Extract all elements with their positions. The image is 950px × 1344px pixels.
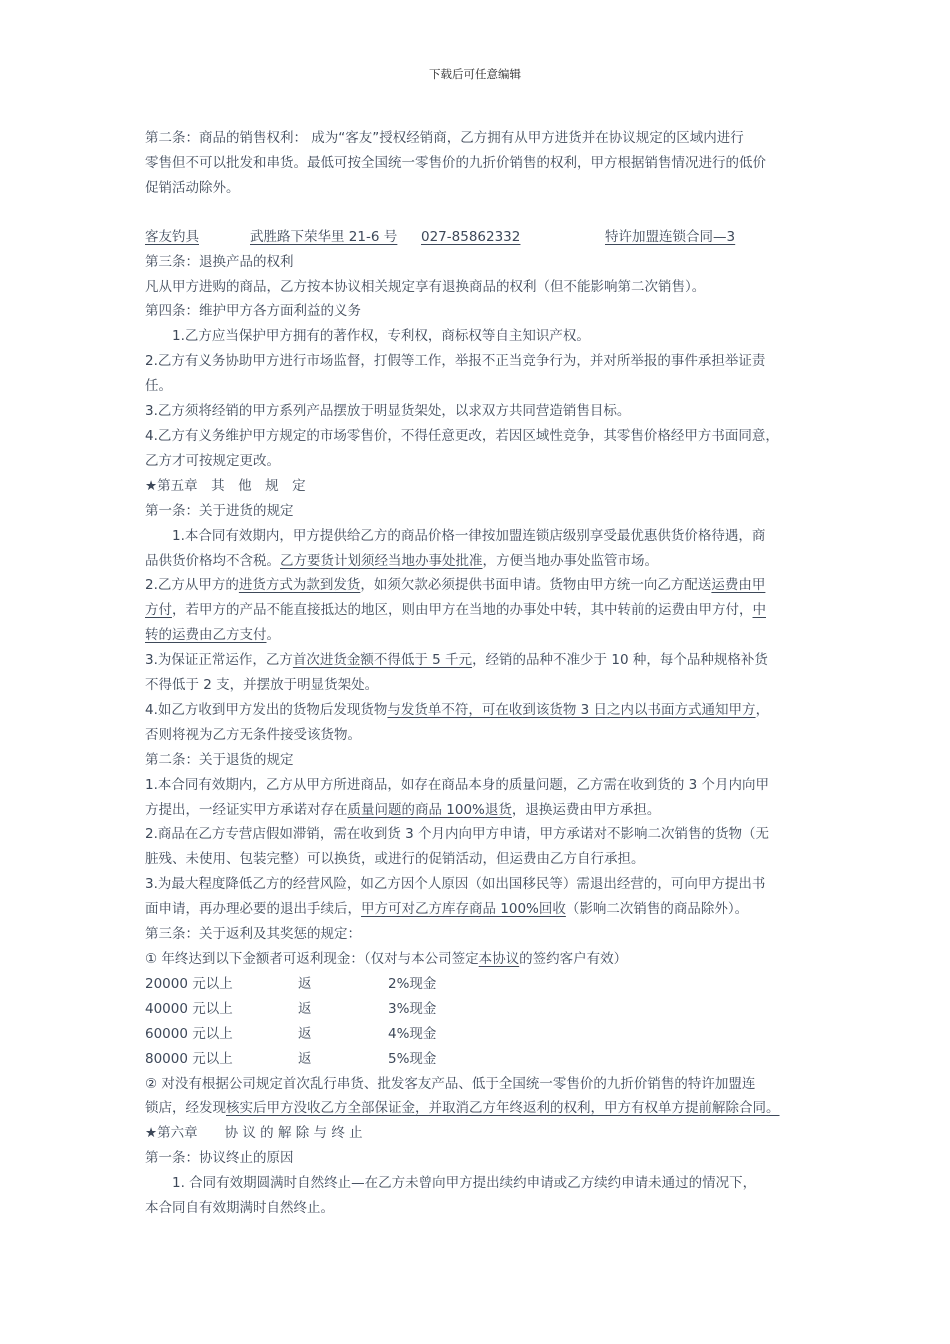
text-span: 4.如乙方收到甲方发出的货物后发现货物 bbox=[145, 701, 388, 718]
text-line: 不得低于 2 支，并摆放于明显货架处。 bbox=[145, 677, 379, 694]
text-line: 4.乙方有义务维护甲方规定的市场零售价，不得任意更改，若因区域性竞争，其零售价格经甲方书面同意， bbox=[145, 427, 779, 444]
text-line bbox=[145, 648, 815, 673]
underlined-text: 乙方要货计划须经当地办事处批准 bbox=[280, 552, 483, 569]
underlined-text: 进货方式为款到发货 bbox=[238, 577, 361, 594]
text-line: 第二条：商品的销售权利： 成为“客友”授权经销商，乙方拥有从甲方进货并在协议规定的区域内进行 bbox=[145, 130, 744, 146]
text-line: 2.商品在乙方专营店假如滞销，需在收到货 3 个月内向甲方申请，甲方承诺对不影响二次销售的货物（无 bbox=[145, 826, 770, 843]
text-line: 1.本合同有效期内，乙方从甲方所进商品，如存在商品本身的质量问题，乙方需在收到货的 3 个月内向甲 bbox=[145, 776, 770, 793]
text-span: （影响二次销售的商品除外）。 bbox=[565, 901, 749, 918]
underlined-text: 转的运费由乙方支付 bbox=[145, 627, 267, 644]
text-span: 。 bbox=[266, 627, 280, 644]
rebate-row bbox=[145, 972, 815, 997]
text-line bbox=[145, 698, 815, 723]
section-title: 第三条：关于返利及其奖惩的规定： bbox=[145, 926, 361, 943]
text-span: 3.为保证正常运作，乙方 bbox=[145, 652, 293, 669]
text-line: 零售但不可以批发和串货。最低可按全国统一零售价的九折价销售的权利，甲方根据销售情况进行的低价 bbox=[145, 154, 766, 171]
rebate-amount: 40000 元以上 bbox=[145, 1000, 233, 1017]
text-line: 任。 bbox=[145, 378, 172, 395]
rebate-rate: 5%现金 bbox=[388, 1050, 437, 1067]
underlined-text: 中 bbox=[752, 602, 766, 619]
text-line bbox=[145, 1096, 815, 1121]
text-span: 面申请，再办理必要的退出手续后， bbox=[145, 901, 361, 918]
section-title: 第三条：退换产品的权利 bbox=[145, 253, 294, 270]
text-line: 凡从甲方进购的商品，乙方按本协议相关规定享有退换商品的权利（但不能影响第二次销售）。 bbox=[145, 278, 706, 295]
rebate-row bbox=[145, 1022, 815, 1047]
text-line: 本合同自有效期满时自然终止。 bbox=[145, 1200, 334, 1217]
text-line: 促销活动除外。 bbox=[145, 179, 240, 196]
rebate-rate: 3%现金 bbox=[388, 1000, 437, 1017]
section-title: 第一条：关于进货的规定 bbox=[145, 502, 294, 519]
rebate-rate: 4%现金 bbox=[388, 1025, 437, 1042]
section-title: 第一条：协议终止的原因 bbox=[145, 1150, 294, 1167]
text-span: 锁店，经发现 bbox=[145, 1100, 226, 1117]
section-title: 第二条：关于退货的规定 bbox=[145, 751, 294, 768]
text-line bbox=[145, 623, 815, 648]
text-line bbox=[145, 947, 815, 972]
text-line: 3.乙方须将经销的甲方系列产品摆放于明显货架处，以求双方共同营造销售目标。 bbox=[145, 403, 631, 420]
underlined-text: 首次进货金额不得低于 5 千元 bbox=[292, 652, 473, 669]
text-span: 方提出，一经证实甲方承诺对存在 bbox=[145, 801, 348, 818]
section-title: 第四条：维护甲方各方面利益的义务 bbox=[145, 303, 361, 320]
rebate-amount: 80000 元以上 bbox=[145, 1050, 233, 1067]
company-info-bar bbox=[145, 225, 815, 250]
text-span: ， bbox=[755, 701, 770, 718]
rebate-row bbox=[145, 1047, 815, 1072]
rebate-row bbox=[145, 997, 815, 1022]
contract-body bbox=[145, 126, 815, 1221]
rebate-amount: 20000 元以上 bbox=[145, 975, 233, 992]
contract-title: 特许加盟连锁合同—3 bbox=[605, 228, 736, 245]
text-line bbox=[145, 897, 815, 922]
rebate-amount: 60000 元以上 bbox=[145, 1025, 233, 1042]
rebate-word: 返 bbox=[298, 1025, 312, 1042]
text-span: ，退换运费由甲方承担。 bbox=[511, 801, 661, 818]
text-line bbox=[145, 573, 815, 598]
company-phone: 027-85862332 bbox=[421, 228, 521, 245]
text-line: 否则将视为乙方无条件接受该货物。 bbox=[145, 726, 361, 743]
underlined-text: 方付 bbox=[145, 602, 172, 619]
text-line bbox=[145, 798, 815, 823]
underlined-text: 运费由甲 bbox=[711, 577, 766, 594]
text-span: ，经销的品种不准少于 10 种，每个品种规格补货 bbox=[472, 652, 768, 669]
company-name: 客友钓具 bbox=[145, 228, 199, 245]
text-span: 的签约客户有效） bbox=[519, 951, 628, 967]
chapter-title: ★第五章 其 他 规 定 bbox=[145, 477, 306, 494]
text-line: 1.本合同有效期内，甲方提供给乙方的商品价格一律按加盟连锁店级别享受最优惠供货价格待遇，商 bbox=[172, 527, 766, 544]
text-line bbox=[145, 598, 815, 623]
text-line: 乙方才可按规定更改。 bbox=[145, 452, 280, 469]
underlined-text: 甲方可对乙方库存商品 100%回收 bbox=[361, 901, 566, 918]
text-span: 品供货价格均不含税。 bbox=[145, 552, 280, 569]
text-span: 2.乙方从甲方的 bbox=[145, 577, 239, 594]
text-line: 2.乙方有义务协助甲方进行市场监督，打假等工作，举报不正当竞争行为，并对所举报的事件承担举证责 bbox=[145, 353, 766, 370]
underlined-text: 本协议 bbox=[478, 951, 520, 967]
company-address: 武胜路下荣华里 21-6 号 bbox=[250, 228, 398, 245]
text-line bbox=[145, 549, 815, 574]
rebate-word: 返 bbox=[298, 1000, 312, 1017]
text-span: ① 年终达到以下金额者可返利现金：（仅对与本公司签定 bbox=[145, 951, 479, 967]
underlined-text: 与发货单不符，可在收到该货物 3 日之内以书面方式通知甲方 bbox=[387, 701, 756, 718]
rebate-rate: 2%现金 bbox=[388, 975, 437, 992]
rebate-word: 返 bbox=[298, 1050, 312, 1067]
text-line: 脏残、未使用、包装完整）可以换货，或进行的促销活动，但运费由乙方自行承担。 bbox=[145, 851, 645, 868]
text-span: ，如须欠款必须提供书面申请。货物由甲方统一向乙方配送 bbox=[360, 577, 712, 594]
text-line: 3.为最大程度降低乙方的经营风险，如乙方因个人原因（如出国移民等）需退出经营的，可向甲方提出书 bbox=[145, 876, 766, 893]
text-span: ，若甲方的产品不能直接抵达的地区，则由甲方在当地的办事处中转，其中转前的运费由甲方付， bbox=[172, 602, 753, 619]
text-line: ② 对没有根据公司规定首次乱行串货、批发客友产品、低于全国统一零售价的九折价销售的特许加盟连 bbox=[145, 1075, 756, 1092]
page-header: 下载后可任意编辑 bbox=[429, 67, 521, 81]
rebate-word: 返 bbox=[298, 975, 312, 992]
chapter-title: ★第六章 协 议 的 解 除 与 终 止 bbox=[145, 1125, 363, 1142]
underlined-text: 核实后甲方没收乙方全部保证金，并取消乙方年终返利的权利，甲方有权单方提前解除合同。 bbox=[226, 1100, 780, 1117]
text-span: ，方便当地办事处监管市场。 bbox=[482, 552, 658, 569]
text-line: 1.乙方应当保护甲方拥有的著作权，专利权，商标权等自主知识产权。 bbox=[172, 328, 590, 345]
text-line: 1. 合同有效期圆满时自然终止—在乙方未曾向甲方提出续约申请或乙方续约申请未通过的情况下， bbox=[172, 1175, 757, 1192]
underlined-text: 质量问题的商品 100%退货 bbox=[347, 801, 512, 818]
